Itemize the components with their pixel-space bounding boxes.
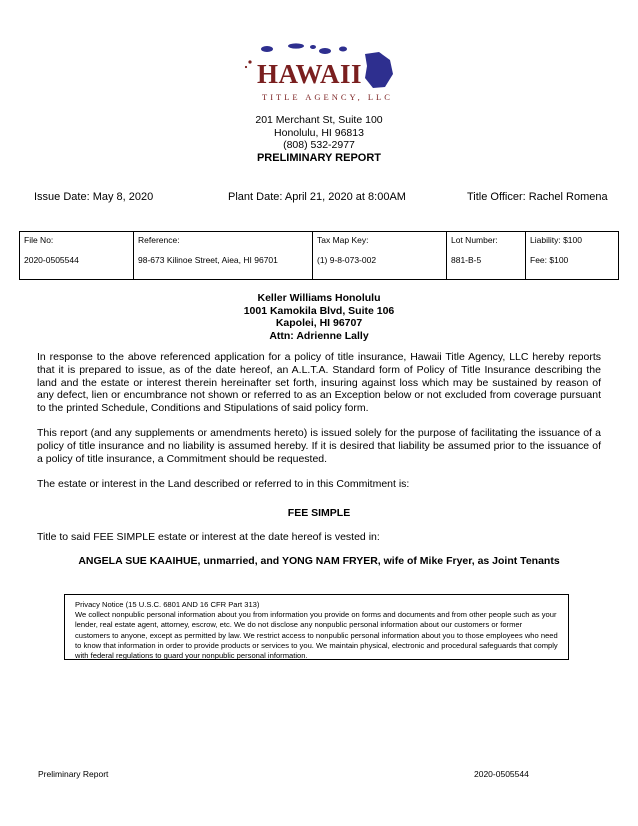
company-address (0, 114, 638, 164)
reference-value: 98-673 Kilinoe Street, Aiea, HI 96701 (138, 255, 278, 265)
addressee-block (0, 292, 638, 342)
file-no-value: 2020-0505544 (24, 255, 79, 265)
file-info-table (19, 231, 619, 280)
plant-date: Plant Date: April 21, 2020 at 8:00AM (228, 191, 406, 203)
addressee-attn: Attn: Adrienne Lally (269, 329, 369, 342)
file-no-label: File No: (24, 235, 54, 245)
file-no-cell (20, 232, 134, 280)
estate-intro-paragraph: The estate or interest in the Land described or referred to in this Commitment is: (37, 478, 410, 490)
privacy-notice-box (64, 594, 569, 660)
addressee-street: 1001 Kamokila Blvd, Suite 106 (243, 304, 395, 317)
privacy-notice-title: Privacy Notice (15 U.S.C. 6801 AND 16 CFR Part 313) (75, 600, 260, 609)
tax-map-key-cell (313, 232, 447, 280)
fee-value: Fee: $100 (530, 255, 569, 265)
tax-map-key-label: Tax Map Key: (317, 235, 369, 245)
liability-cell (526, 232, 619, 280)
company-city: Honolulu, HI 96813 (274, 126, 364, 139)
logo-name: HAWAII (257, 59, 363, 89)
lot-number-cell (447, 232, 526, 280)
vesting-intro-paragraph: Title to said FEE SIMPLE estate or interest at the date hereof is vested in: (37, 531, 380, 543)
company-street: 201 Merchant St, Suite 100 (255, 114, 383, 126)
reference-cell (134, 232, 313, 280)
title-officer: Title Officer: Rachel Romena (467, 191, 608, 203)
issue-date: Issue Date: May 8, 2020 (34, 191, 154, 203)
footer-right: 2020-0505544 (474, 769, 529, 779)
purpose-paragraph: This report (and any supplements or amendments hereto) is issued solely for the purpose of facilitating the issuance of a policy of title insurance and no liability is assumed hereby. If it is desired that liability be assumed prior to the issuance of a policy of title insurance, a Commitment should be requested. (37, 427, 601, 465)
addressee-city: Kapolei, HI 96707 (275, 317, 363, 329)
lot-number-value: 881-B-5 (451, 255, 482, 265)
footer-left: Preliminary Report (38, 769, 109, 779)
report-title: PRELIMINARY REPORT (256, 151, 382, 164)
intro-paragraph: In response to the above referenced application for a policy of title insurance, Hawaii Title Agency, LLC hereby reports that it is prepared to issue, as of the date hereof, an A.L.T.A. Standard form of Policy of Title Insurance describing the land and the estate or interest therein hereinafter set forth, insuring against loss which may be sustained by reason of any defect, lien or encumbrance not shown or referred to as an Exception below or not excluded from coverage pursuant to the printed Schedule, Conditions and Stipulations of said policy form. (37, 351, 601, 415)
reference-label: Reference: (138, 235, 180, 245)
tax-map-key-value: (1) 9-8-073-002 (317, 255, 377, 265)
addressee-name: Keller Williams Honolulu (257, 292, 381, 304)
logo-subtitle: TITLE AGENCY, LLC (262, 92, 393, 102)
table-row (20, 232, 619, 280)
vested-owners: ANGELA SUE KAAIHUE, unmarried, and YONG NAM FRYER, wife of Mike Fryer, as Joint Tenants (78, 555, 560, 567)
company-logo (227, 40, 412, 112)
company-phone: (808) 532-2977 (283, 139, 355, 151)
liability-label: Liability: $100 (530, 235, 582, 245)
lot-number-label: Lot Number: (451, 235, 498, 245)
estate-type: FEE SIMPLE (287, 507, 351, 519)
privacy-notice-text: We collect nonpublic personal information about you from information you provide on forms and documents and from other people such as your lender, real estate agent, attorney, escrow, etc. We do not disclose any nonpublic personal information about our customers or former customers to anyone, except as permitted by law. We restrict access to nonpublic personal information about you to those employees who need to know that information in order to provide products or services to you. We maintain physical, electronic and procedural safeguards that comply with federal regulations to guard your nonpublic personal information. (75, 610, 558, 661)
